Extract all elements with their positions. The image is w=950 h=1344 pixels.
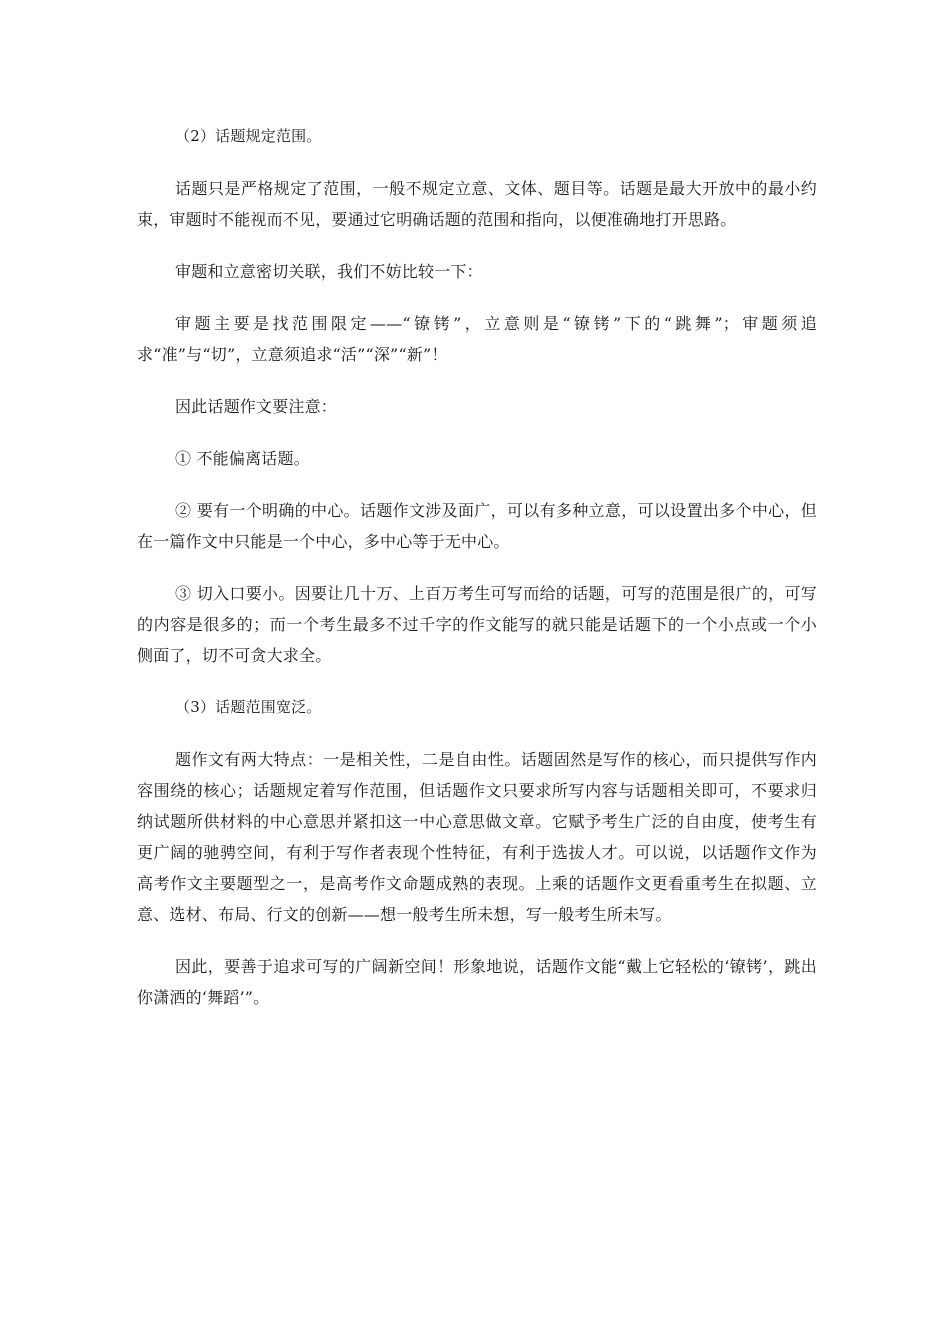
paragraph: 因此，要善于追求可写的广阔新空间！形象地说，话题作文能“戴上它轻松的‘镣铐’，跳出你潇洒的‘舞蹈’”。 <box>137 957 817 1007</box>
paragraph: 话题只是严格规定了范围，一般不规定立意、文体、题目等。话题是最大开放中的最小约束，审题时不能视而不见，要通过它明确话题的范围和指向，以便准确地打开思路。 <box>137 179 817 229</box>
paragraph: 审题主要是找范围限定——“镣铐”，立意则是“镣铐”下的“跳舞”；审题须追求“准”与“切”，立意须追求“活”“深”“新”！ <box>137 314 817 364</box>
paragraph: 审题和立意密切关联，我们不妨比较一下： <box>175 262 483 281</box>
list-item: ① 不能偏离话题。 <box>175 449 310 468</box>
paragraph: 题作文有两大特点：一是相关性，二是自由性。话题固然是写作的核心，而只提供写作内容围绕的核心；话题规定着写作范围，但话题作文只要求所写内容与话题相关即可，不要求归纳试题所供材料的中心意思并紧扣这一中心意思做文章。它赋予考生广泛的自由度，使考生有更广阔的驰骋空间，有利于写作者表现个性特征，有利于选拔人才。可以说，以话题作文作为高考作文主要题型之一，是高考作文命题成熟的表现。上乘的话题作文更看重考生在拟题、立意、选材、布局、行文的创新——想一般考生所未想，写一般考生所未写。 <box>137 750 817 924</box>
section-heading-2: （2）话题规定范围。 <box>175 127 322 145</box>
document-body <box>137 121 817 1034</box>
paragraph: 因此话题作文要注意： <box>175 397 338 416</box>
list-item: ② 要有一个明确的中心。话题作文涉及面广，可以有多种立意，可以设置出多个中心，但在一篇作文中只能是一个中心，多中心等于无中心。 <box>137 501 817 551</box>
section-heading-3: （3）话题范围宽泛。 <box>175 698 322 716</box>
list-item: ③ 切入口要小。因要让几十万、上百万考生可写而给的话题，可写的范围是很广的，可写的内容是很多的；而一个考生最多不过千字的作文能写的就只能是话题下的一个小点或一个小侧面了，切不可贪大求全。 <box>137 584 817 665</box>
